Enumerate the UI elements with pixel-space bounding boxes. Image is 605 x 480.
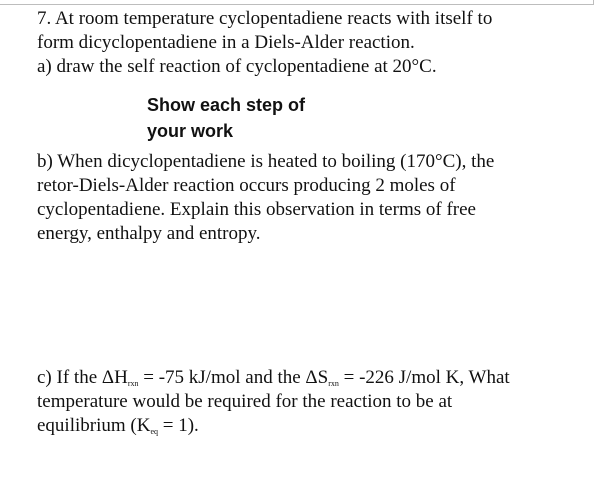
- question-line: form dicyclopentadiene in a Diels-Alder reaction.: [37, 32, 415, 53]
- part-b-line: retor-Diels-Alder reaction occurs producing 2 moles of: [37, 175, 456, 196]
- question-7: [37, 7, 492, 79]
- part-c: [37, 366, 510, 438]
- part-b-line: energy, enthalpy and entropy.: [37, 223, 261, 244]
- part-a-line: a) draw the self reaction of cyclopentadiene at 20°C.: [37, 56, 437, 77]
- delta-s-subscript: rxn: [328, 379, 339, 388]
- k-eq-label: equilibrium (K: [37, 415, 151, 436]
- part-c-line-1: [37, 366, 510, 390]
- part-c-text: = 1).: [158, 415, 199, 436]
- delta-s-label: = -75 kJ/mol and the ΔS: [138, 367, 329, 388]
- part-b-line: b) When dicyclopentadiene is heated to boiling (170°C), the: [37, 151, 495, 172]
- show-work-note: [147, 92, 305, 144]
- note-line: your work: [147, 121, 234, 141]
- delta-h-subscript: rxn: [127, 379, 139, 388]
- note-line: Show each step of: [147, 95, 306, 115]
- part-c-line-2: temperature would be required for the reaction to be at: [37, 391, 453, 412]
- part-b-line: cyclopentadiene. Explain this observation in terms of free: [37, 199, 476, 220]
- k-eq-subscript: eq: [150, 427, 159, 436]
- delta-h-label: c) If the ΔH: [37, 367, 128, 388]
- part-c-line-3: [37, 414, 510, 438]
- part-c-text: = -226 J/mol K, What: [338, 367, 510, 388]
- page-top-border: [0, 0, 594, 5]
- question-line: 7. At room temperature cyclopentadiene reacts with itself to: [37, 8, 493, 29]
- part-b: [37, 150, 494, 246]
